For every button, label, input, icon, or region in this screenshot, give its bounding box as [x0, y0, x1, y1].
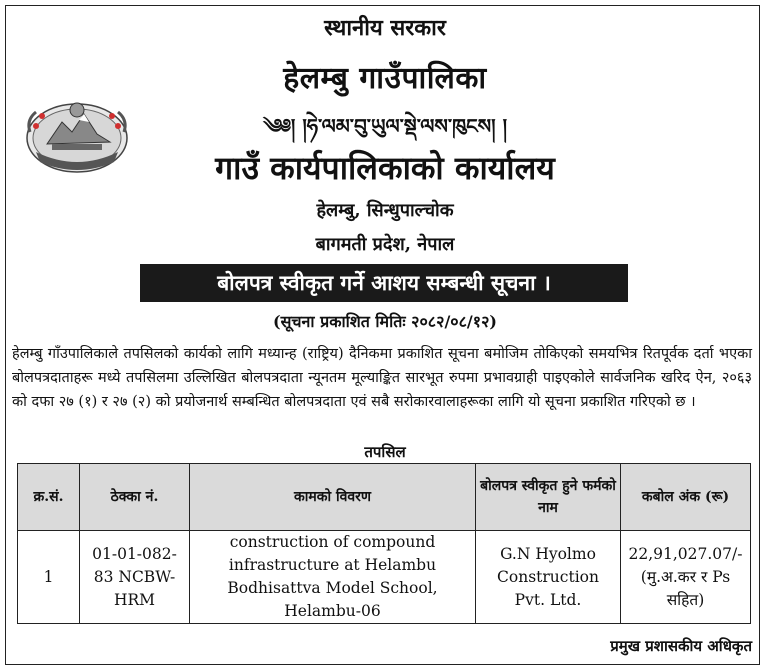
bid-details-table	[17, 463, 751, 624]
notice-title-banner	[140, 264, 628, 302]
header-address: हेलम्बु, सिन्धुपाल्चोक	[316, 200, 454, 221]
header-contract-no: ठेक्का नं.	[80, 464, 190, 531]
cell-firm-name: G.N Hyolmo Construction Pvt. Ltd.	[476, 531, 621, 624]
notice-body: हेलम्बु गाँउपालिकाले तपसिलको कार्यको लागि मध्यान्ह (राष्ट्रिय) दैनिकमा प्रकाशित सूचना बमोजिम तोकिएको समयभित्र रितपूर्वक दर्ता भएका बोलपत्रदाताहरू मध्ये तपसिलमा उल्लिखित बोलपत्रदाता न्यूनतम मूल्याङ्कित सारभूत रुपमा प्रभावग्राही पाइएकोले सार्वजनिक खरिद ऐन, २०६३ को दफा २७ (१) र २७ (२) को प्रयोजनार्थ सम्बन्धित बोलपत्रदाता एवं सबै सरोकारवालाहरूका लागि यो सूचना प्रकाशित गरिएको छ ।	[12, 346, 752, 410]
header-tibetan-line: ༄༅། །ཧེ་ལམ་བུ་ཡུལ་སྡེ་ལས་ཁུངས། །	[262, 114, 508, 138]
publication-date: (सूचना प्रकाशित मितिः २०८२/०८/१२)	[273, 312, 497, 331]
cell-bid-amount	[621, 531, 751, 624]
signatory-title: प्रमुख प्रशासकीय अधिकृत	[610, 637, 752, 655]
header-work-description: कामको विवरण	[190, 464, 476, 531]
header-serial: क्र.सं.	[18, 464, 80, 531]
cell-contract-no: 01-01-082-83 NCBW-HRM	[80, 531, 190, 624]
header-local-government: स्थानीय सरकार	[324, 15, 446, 41]
bid-amount-value: 22,91,027.07/-	[628, 544, 743, 563]
header-firm-name: बोलपत्र स्वीकृत हुने फर्मको नाम	[476, 464, 621, 531]
header-bid-amount: कबोल अंक (रू)	[621, 464, 751, 531]
cell-serial: 1	[18, 531, 80, 624]
header-province: बागमती प्रदेश, नेपाल	[315, 234, 455, 255]
table-header-row	[18, 464, 751, 531]
bid-amount-note: (मु.अ.कर र Ps सहित)	[640, 567, 731, 609]
table-row	[18, 531, 751, 624]
header-office-name: गाउँ कार्यपालिकाको कार्यालय	[215, 149, 555, 187]
cell-work-description: construction of compound infrastructure at Helambu Bodhisattva Model School, Helambu-06	[190, 531, 476, 624]
tapasil-heading: तपसिल	[364, 443, 406, 461]
nepal-government-emblem-icon	[22, 92, 132, 176]
header-municipality-name: हेलम्बु गाउँपालिका	[283, 61, 487, 96]
notice-title: बोलपत्र स्वीकृत गर्ने आशय सम्बन्धी सूचना ।	[217, 270, 551, 295]
